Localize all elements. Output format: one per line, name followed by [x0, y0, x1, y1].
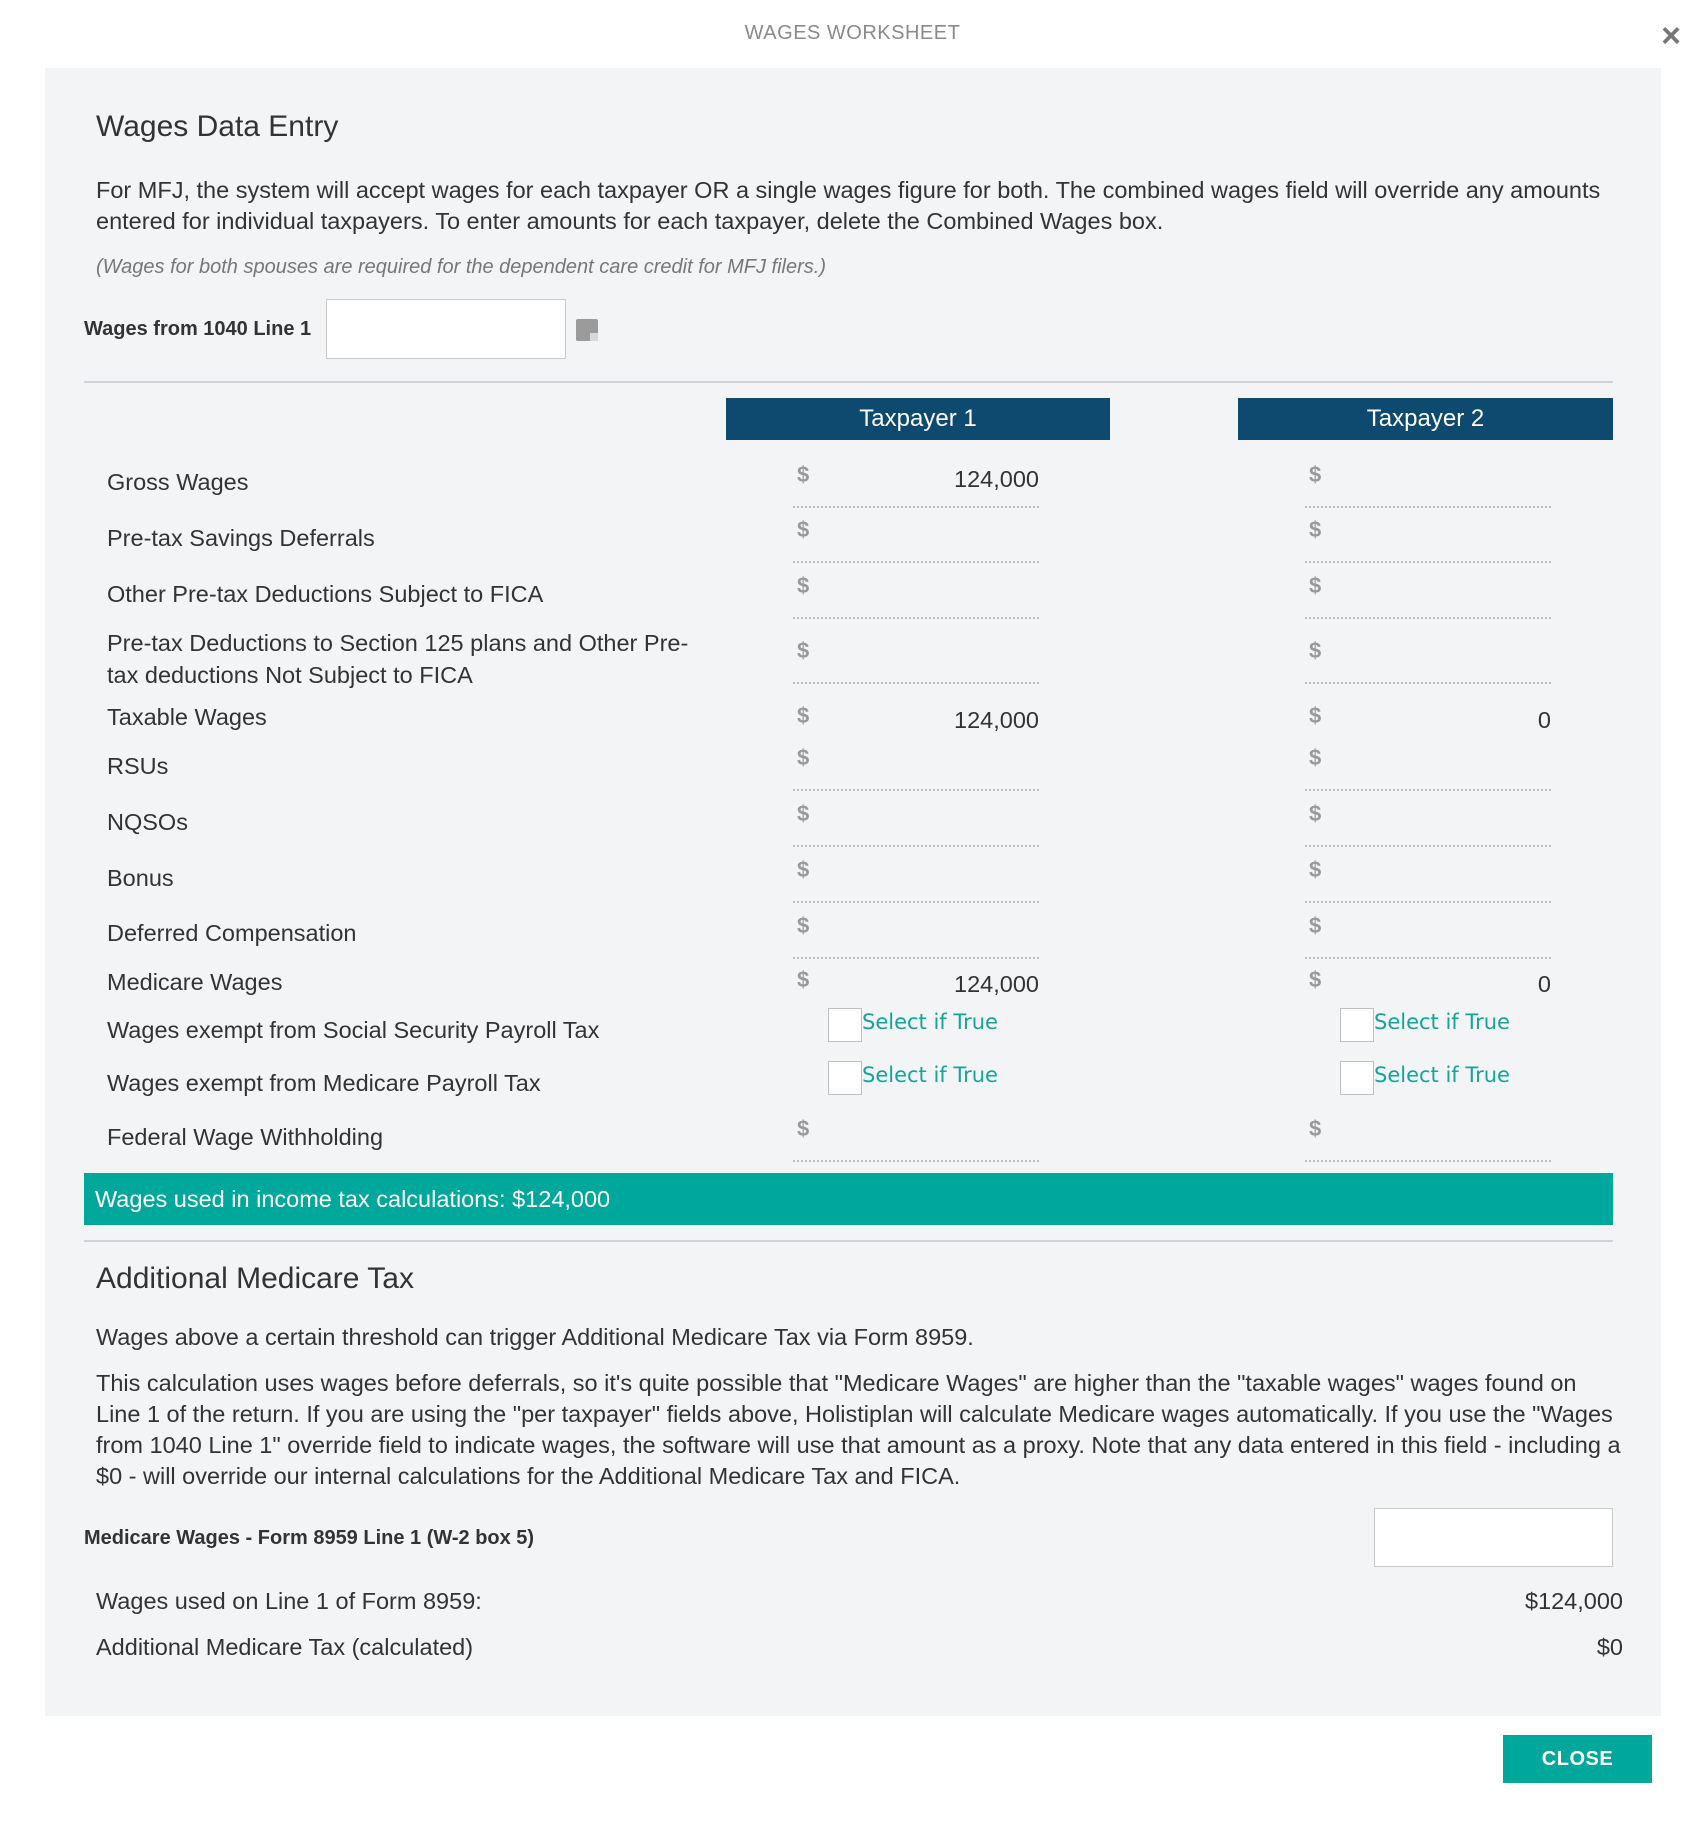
deferred-comp-tp1-input[interactable] [793, 913, 1039, 959]
pretax-savings-tp2-input[interactable] [1305, 517, 1551, 563]
wages-1040-label: Wages from 1040 Line 1 [84, 318, 312, 340]
dollar-sign: $ [1309, 745, 1322, 770]
note-icon[interactable] [576, 319, 598, 341]
gross-wages-tp1-input[interactable] [793, 462, 1039, 508]
gross-wages-label: Gross Wages [107, 469, 249, 495]
exempt-ss-label: Wages exempt from Social Security Payroll Tax [107, 1017, 600, 1043]
dollar-sign: $ [1309, 1116, 1322, 1141]
worksheet-panel [45, 68, 1661, 1716]
taxable-wages-label: Taxable Wages [107, 704, 267, 730]
nqsos-tp2-input[interactable] [1305, 801, 1551, 847]
form8959-line1-value: $124,000 [1524, 1588, 1623, 1614]
additional-medicare-para2: This calculation uses wages before deferrals, so it's quite possible that "Medicare Wages" are higher than the "taxable wages" wages found on Line 1 of the return. If you are using the "per taxpayer" fields above, Holistiplan will calculate Medicare wages automatically. If you use the "Wages from 1040 Line 1" override field to indicate wages, the software will use that amount as a proxy. Note that any data entered in this field - including a $0 - will override our internal calculations for the Additional Medicare Tax and FICA. [96, 1370, 1621, 1489]
nqsos-tp1-input[interactable] [793, 801, 1039, 847]
form8959-label: Medicare Wages - Form 8959 Line 1 (W-2 box 5) [84, 1527, 535, 1549]
federal-withholding-tp1-input[interactable] [793, 1116, 1039, 1162]
medicare-wages-tp2-value: 0 [1537, 971, 1551, 997]
exempt-medicare-tp1-checkbox[interactable] [828, 1061, 1028, 1097]
additional-medicare-tax-value: $0 [1596, 1634, 1623, 1660]
dollar-sign: $ [1309, 638, 1322, 663]
deferred-comp-tp2-input[interactable] [1305, 913, 1551, 959]
other-pretax-fica-label: Other Pre-tax Deductions Subject to FICA [107, 581, 544, 607]
exempt-medicare-label: Wages exempt from Medicare Payroll Tax [107, 1070, 541, 1096]
dollar-sign: $ [797, 462, 810, 487]
taxable-wages-tp2 [1305, 703, 1551, 749]
checkbox[interactable] [1340, 1008, 1374, 1042]
checkbox[interactable] [828, 1061, 862, 1095]
wages-used-banner: Wages used in income tax calculations: $124,000 [84, 1173, 1613, 1225]
dollar-sign: $ [797, 573, 810, 598]
dollar-sign: $ [1309, 857, 1322, 882]
dollar-sign: $ [1309, 801, 1322, 826]
bonus-label: Bonus [107, 865, 174, 891]
nqsos-label: NQSOs [107, 809, 188, 835]
other-pretax-fica-tp1-input[interactable] [793, 573, 1039, 619]
taxable-wages-tp1 [793, 703, 1039, 749]
federal-withholding-tp2-input[interactable] [1305, 1116, 1551, 1162]
checkbox-label[interactable]: Select if True [1374, 1010, 1510, 1034]
taxable-wages-tp1-value: 124,000 [954, 707, 1039, 733]
medicare-wages-tp1 [793, 967, 1039, 1013]
dollar-sign: $ [797, 967, 810, 992]
medicare-wages-tp2 [1305, 967, 1551, 1013]
exempt-ss-tp2-checkbox[interactable] [1340, 1008, 1540, 1044]
rsus-tp1-input[interactable] [793, 745, 1039, 791]
deferred-comp-label: Deferred Compensation [107, 920, 357, 946]
dollar-sign: $ [1309, 913, 1322, 938]
checkbox-label[interactable]: Select if True [862, 1010, 998, 1034]
taxable-wages-tp2-value: 0 [1537, 707, 1551, 733]
dollar-sign: $ [1309, 573, 1322, 598]
federal-withholding-label: Federal Wage Withholding [107, 1124, 384, 1150]
dollar-sign: $ [797, 1116, 810, 1141]
gross-wages-tp2-input[interactable] [1305, 462, 1551, 508]
bonus-tp2-input[interactable] [1305, 857, 1551, 903]
close-icon[interactable]: × [1661, 17, 1681, 55]
checkbox-label[interactable]: Select if True [1374, 1063, 1510, 1087]
checkbox-label[interactable]: Select if True [862, 1063, 998, 1087]
exempt-ss-tp1-checkbox[interactable] [828, 1008, 1028, 1044]
pretax-savings-label: Pre-tax Savings Deferrals [107, 525, 375, 551]
dollar-sign: $ [797, 857, 810, 882]
checkbox[interactable] [1340, 1061, 1374, 1095]
dollar-sign: $ [1309, 967, 1322, 992]
medicare-wages-tp1-value: 124,000 [954, 971, 1039, 997]
section125-tp2-input[interactable] [1305, 638, 1551, 684]
close-button[interactable]: CLOSE [1503, 1735, 1652, 1783]
additional-medicare-para1: Wages above a certain threshold can trigger Additional Medicare Tax via Form 8959. [96, 1324, 974, 1350]
section125-label-line2: tax deductions Not Subject to FICA [107, 662, 473, 688]
section125-label-line1: Pre-tax Deductions to Section 125 plans and Other Pre- [107, 630, 689, 656]
bonus-tp1-input[interactable] [793, 857, 1039, 903]
data-entry-description: For MFJ, the system will accept wages for each taxpayer OR a single wages figure for both. The combined wages field will override any amounts entered for individual taxpayers. To enter amounts for each taxpayer, delete the Combined Wages box. [96, 177, 1601, 234]
exempt-medicare-tp2-checkbox[interactable] [1340, 1061, 1540, 1097]
taxpayer1-header: Taxpayer 1 [726, 398, 1110, 440]
wages-1040-input[interactable] [326, 299, 566, 359]
gross-wages-tp1-value: 124,000 [954, 466, 1039, 492]
form8959-input[interactable] [1374, 1508, 1613, 1567]
dollar-sign: $ [797, 517, 810, 542]
dollar-sign: $ [1309, 462, 1322, 487]
section-heading-wages-data-entry: Wages Data Entry [96, 110, 339, 143]
other-pretax-fica-tp2-input[interactable] [1305, 573, 1551, 619]
checkbox[interactable] [828, 1008, 862, 1042]
dollar-sign: $ [797, 638, 810, 663]
taxpayer2-header: Taxpayer 2 [1238, 398, 1613, 440]
rsus-label: RSUs [107, 753, 169, 779]
dollar-sign: $ [797, 703, 810, 728]
section125-tp1-input[interactable] [793, 638, 1039, 684]
form8959-line1-label: Wages used on Line 1 of Form 8959: [96, 1588, 482, 1614]
divider [84, 381, 1613, 383]
dollar-sign: $ [797, 745, 810, 770]
rsus-tp2-input[interactable] [1305, 745, 1551, 791]
dollar-sign: $ [797, 801, 810, 826]
dollar-sign: $ [1309, 703, 1322, 728]
dollar-sign: $ [797, 913, 810, 938]
dollar-sign: $ [1309, 517, 1322, 542]
medicare-wages-label: Medicare Wages [107, 969, 283, 995]
additional-medicare-tax-label: Additional Medicare Tax (calculated) [96, 1634, 474, 1660]
pretax-savings-tp1-input[interactable] [793, 517, 1039, 563]
mfj-note: (Wages for both spouses are required for the dependent care credit for MFJ filers.) [96, 256, 826, 278]
modal-title: WAGES WORKSHEET [744, 22, 961, 44]
divider [84, 1240, 1613, 1242]
section-heading-additional-medicare: Additional Medicare Tax [96, 1262, 414, 1295]
